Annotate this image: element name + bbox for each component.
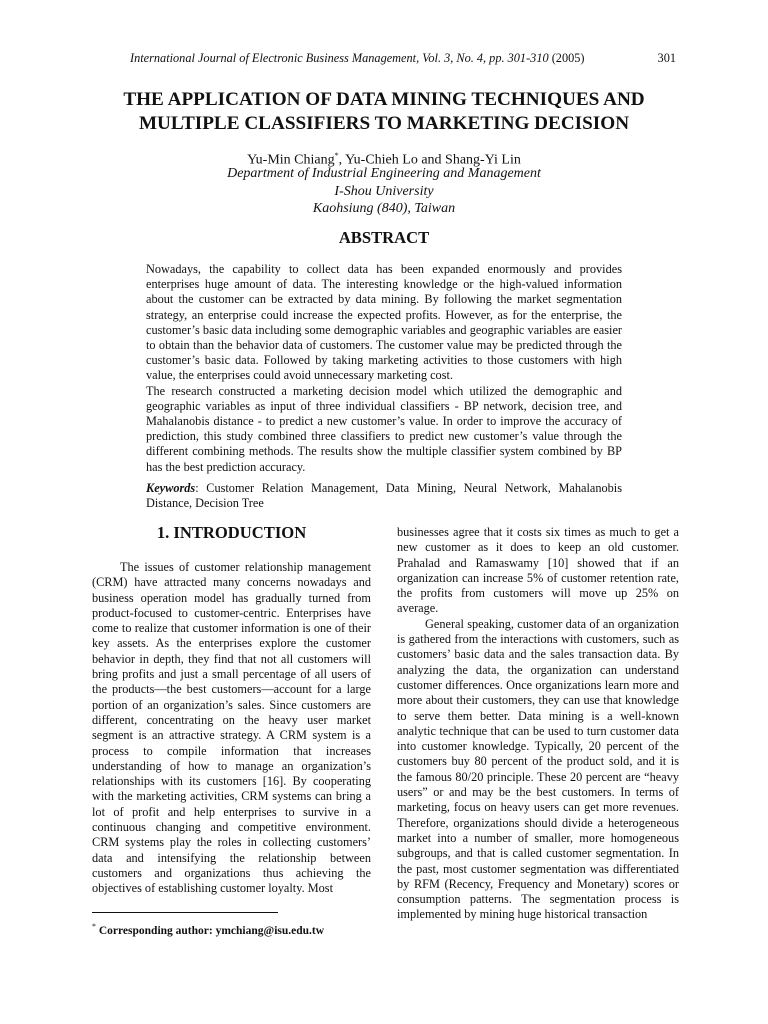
affiliation-university: I-Shou University xyxy=(334,184,434,199)
footnote-text: Corresponding author: ymchiang@isu.edu.tw xyxy=(96,924,325,937)
intro-paragraph-1: The issues of customer relationship management (CRM) have attracted many concerns nowadays and business operation model has gradually turned from product-focused to customer-centric. Enterprises have come to realize that customer information is one of their key assets. As the enterprises explore the customer behavior in depth, they find that not all customers will bring profits and just a small percentage of all users of the products—the best customers—account for a large portion of an organization’s sales. Since customers are different, concentrating on the heavy user market segment is an attractive strategy. A CRM system is a process to compile information that increases understanding of how to manage an organization’s relationships with its customers [16]. By cooperating with the marketing activities, CRM systems can bring a lot of profit and help enterprises to survive in a continuous changing and competitive environment. CRM systems play the roles in collecting customers’ data and intensifying the relationship between customers and organizations thus achieving the objectives of establishing customer loyalty. Most xyxy=(92,560,371,896)
intro-paragraph-2: General speaking, customer data of an organization is gathered from the interactions with customers, such as customers’ basic data and the sales transaction data. By analyzing the data, the organization can understand customer differences. Once organizations learn more and more about their customers, they can use that knowledge to serve them better. Data mining is a well-known analytic technique that can be used to turn customer data into customer knowledge. Typically, 20 percent of the customers buy 80 percent of the product sold, and it is the famous 80/20 principle. These 20 percent are “heavy users” or and may be the best customers. In terms of marketing, focus on heavy users can get more revenues. Therefore, organizations should divide a heterogeneous market into a number of smaller, more homogeneous subgroups, and that is called customer segmentation. In the past, most customer segmentation was differentiated by RFM (Recency, Frequency and Monetary) scores or consumption patterns. The segmentation process is implemented by mining huge historical transaction xyxy=(397,616,679,922)
abstract-paragraph-1: Nowadays, the capability to collect data has been expanded enormously and provides enterprises huge amount of data. The interesting knowledge or the high-valued information about the customer can be extracted by data mining. By following the market segmentation strategy, an enterprise could increase the expected profits. However, as for the enterprise, the customer’s basic data including some demographic variables and geographic variables are easier to obtain than the behavior data of customers. The customer value may be predicted through the customer’s basic data. Followed by taking marketing activities to those customers with high value, the enterprises could avoid unnecessary marketing cost. xyxy=(146,262,622,383)
running-header xyxy=(130,51,690,66)
affiliation-department: Department of Industrial Engineering and Management xyxy=(227,166,541,181)
right-column xyxy=(397,525,679,923)
keywords-text: : Customer Relation Management, Data Mining, Neural Network, Mahalanobis Distance, Decision Tree xyxy=(146,481,622,511)
corresponding-author-marker: * xyxy=(334,151,339,160)
footnote-marker: * xyxy=(92,922,96,931)
other-authors: , Yu-Chieh Lo and Shang-Yi Lin xyxy=(338,152,521,168)
keywords xyxy=(146,481,622,511)
keywords-label: Keywords xyxy=(146,481,196,495)
title-line-1: THE APPLICATION OF DATA MINING TECHNIQUES AND xyxy=(123,89,645,110)
page-number: 301 xyxy=(657,51,676,65)
intro-paragraph-continued: businesses agree that it costs six times as much to get a new customer as it does to keep an old customer. Prahalad and Ramaswamy [10] showed that if an organization can increase 5% of customer retention rate, the profits from customers will move up 25% on average. xyxy=(397,525,679,616)
footnote-divider xyxy=(92,912,278,913)
footnote xyxy=(92,922,324,937)
abstract-paragraph-2: The research constructed a marketing decision model which utilized the demographic and geographic variables as input of three individual classifiers - BP network, decision tree, and Mahalanobis distance - to predict a new customer’s value. In order to improve the accuracy of prediction, this study combined three classifiers to predict new customer’s value through the different combining methods. The results show the multiple classifier system combined by BP has the best prediction accuracy. xyxy=(146,383,622,474)
journal-citation: International Journal of Electronic Business Management, Vol. 3, No. 4, pp. 301-310 xyxy=(130,51,549,65)
abstract-body xyxy=(146,262,622,475)
title-line-2: MULTIPLE CLASSIFIERS TO MARKETING DECISION xyxy=(138,113,630,134)
first-author: Yu-Min Chiang xyxy=(247,152,335,168)
journal-year: (2005) xyxy=(551,51,585,65)
abstract-heading: ABSTRACT xyxy=(338,228,430,247)
left-column xyxy=(92,560,371,897)
introduction-heading: 1. INTRODUCTION xyxy=(156,523,307,542)
affiliation-location: Kaohsiung (840), Taiwan xyxy=(312,201,456,216)
paper-title xyxy=(60,88,708,136)
